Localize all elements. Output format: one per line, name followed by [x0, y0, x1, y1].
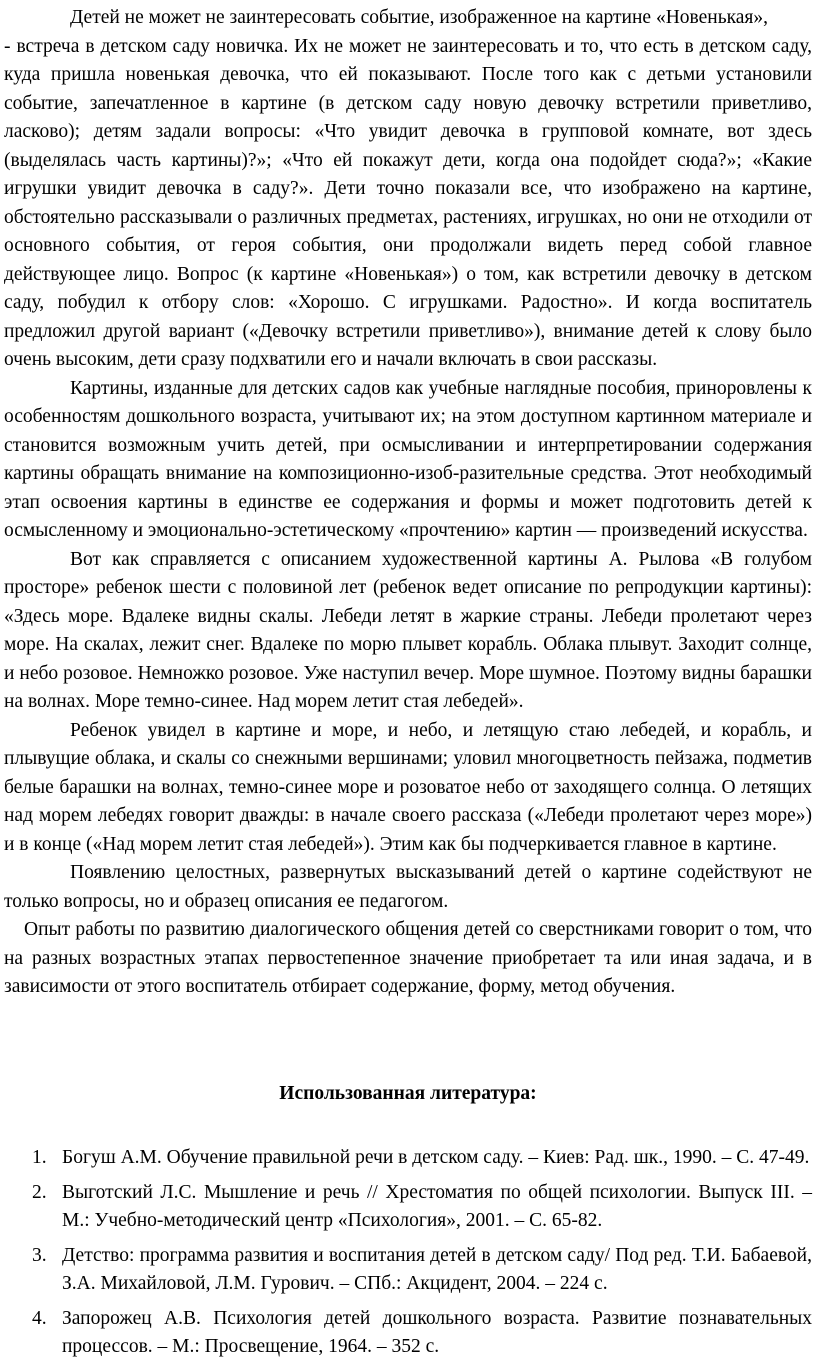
- paragraph-pictures: Картины, изданные для детских садов как учебные наглядные пособия, приноровлены к особенностям дошкольного возраста, учитывают их; на этом доступном картинном материале и становится возможным учить детей, при осмысливании и интерпретировании содержания картины обращать внимание на композиционно-изоб-разительные средства. Этот необходимый этап освоения картины в единстве ее содержания и формы и может подготовить детей к осмысленному и эмоционально-эстетическому «прочтению» картин — произведений искусства.: [4, 377, 812, 541]
- references-heading: Использованная литература:: [279, 1082, 537, 1104]
- reference-item: [4, 1144, 812, 1173]
- reference-text: Выготский Л.С. Мышление и речь // Хрестоматия по общей психологии. Выпуск III. – М.: Учебно-методический центр «Психология», 2001. – С. 65-82.: [62, 1181, 812, 1231]
- reference-item: [4, 1305, 812, 1362]
- reference-number: 4.: [32, 1307, 47, 1329]
- reference-text: Богуш А.М. Обучение правильной речи в детском саду. – Киев: Рад. шк., 1990. – С. 47-49.: [62, 1147, 810, 1168]
- paragraph-child-saw: Ребенок увидел в картине и море, и небо, и летящую стаю лебедей, и корабль, и плывущие облака, и скалы со снежными вершинами; уловил многоцветность пейзажа, подметив белые барашки на волнах, темно-синее море и розоватое небо от заходящего солнца. О летящих над морем лебедях говорит дважды: в начале своего рассказа («Лебеди пролетают через море») и в конце («Над морем летит стая лебедей»). Этим как бы подчеркивается главное в картине.: [4, 719, 812, 855]
- references-list: [4, 1144, 812, 1362]
- reference-item: [4, 1242, 812, 1299]
- reference-number: 2.: [32, 1181, 47, 1203]
- paragraph-questions-sample: Появлению целостных, развернутых высказываний детей о картине содействуют не только вопросы, но и образец описания ее педагогом.: [4, 862, 812, 912]
- paragraph-intro: - встреча в детском саду новичка. Их не может не заинтересовать и то, что есть в детском саду, куда пришла новенькая девочка, что ей показывают. После того как с детьми установили событие, запечатленное в картине (в детском саду новую девочку встретили приветливо, ласково); детям задали вопросы: «Что увидит девочка в групповой комнате, вот здесь (выделялась часть картины)?»; «Что ей покажут дети, когда она подойдет сюда?»; «Какие игрушки увидит девочка в саду?». Дети точно показали все, что изображено на картине, обстоятельно рассказывали о различных предметах, растениях, игрушках, но они не отходили от основного события, от героя события, они продолжали видеть перед собой главное действующее лицо. Вопрос (к картине «Новенькая») о том, как встретили девочку в детском саду, побудил к отбору слов: «Хорошо. С игрушками. Радостно». И когда воспитатель предложил другой вариант («Девочку встретили приветливо»), внимание детей к слову было очень высоким, дети сразу подхватили его и начали включать в свои рассказы.: [4, 35, 812, 370]
- paragraph-experience: Опыт работы по развитию диалогического общения детей со сверстниками говорит о том, что на разных возрастных этапах первостепенное значение приобретает та или иная задача, и в зависимости от этого воспитатель отбирает содержание, форму, метод обучения.: [4, 919, 812, 997]
- reference-item: [4, 1179, 812, 1236]
- reference-text: Детство: программа развития и воспитания детей в детском саду/ Под ред. Т.И. Бабаевой, З.А. Михайловой, Л.М. Гурович. – СПб.: Акцидент, 2004. – 224 с.: [62, 1244, 812, 1294]
- paragraph-rylov-description: Вот как справляется с описанием художественной картины А. Рылова «В голубом просторе» ребенок шести с половиной лет (ребенок ведет описание по репродукции картины): «Здесь море. Вдалеке видны скалы. Лебеди летят в жаркие страны. Лебеди пролетают через море. На скалах, лежит снег. Вдалеке по морю плывет корабль. Облака плывут. Заходит солнце, и небо розовое. Немножко розовое. Уже наступил вечер. Море шумное. Поэтому видны барашки на волнах. Море темно-синее. Над морем летит стая лебедей».: [4, 548, 812, 712]
- reference-number: 1.: [32, 1147, 47, 1168]
- reference-text: Запорожец А.В. Психология детей дошкольного возраста. Развитие познавательных процессов. – М.: Просвещение, 1964. – 352 с.: [62, 1307, 812, 1357]
- reference-number: 3.: [32, 1244, 47, 1266]
- paragraph-intro-lead: Детей не может не заинтересовать событие, изображенное на картине «Новенькая»,: [70, 7, 769, 28]
